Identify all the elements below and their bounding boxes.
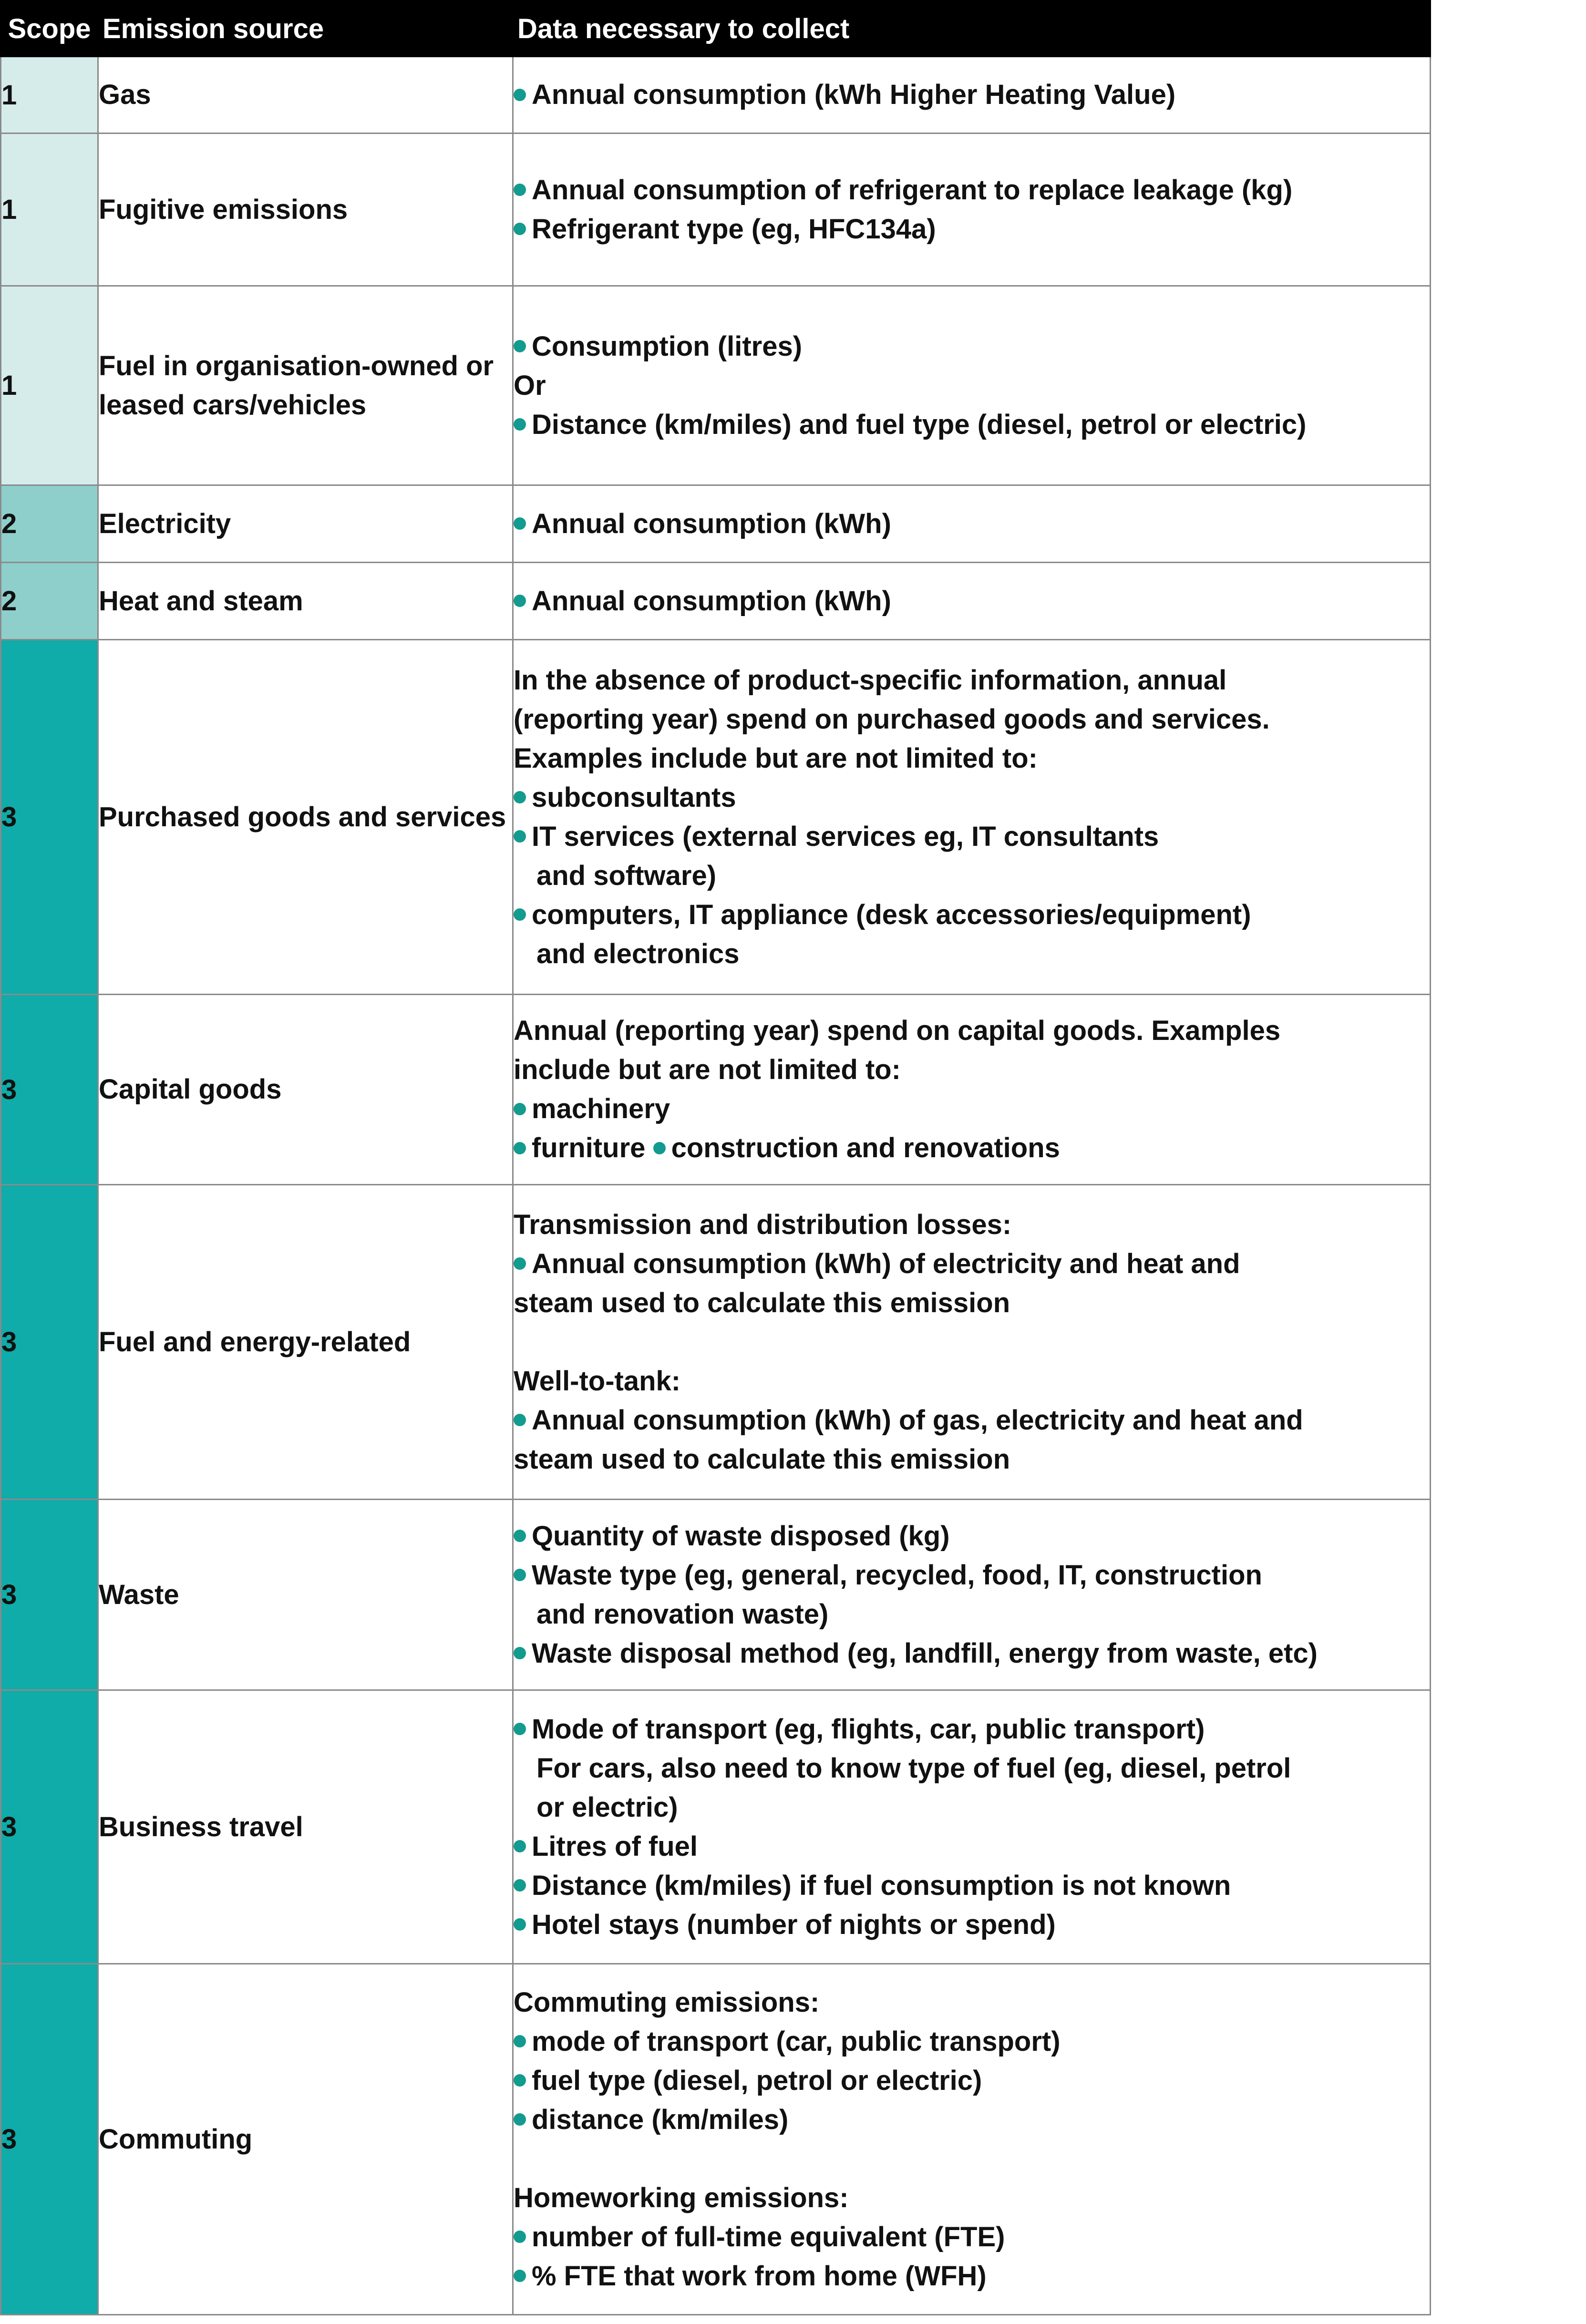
data-line: Annual consumption (kWh) bbox=[532, 508, 891, 539]
data-line: and software) bbox=[536, 860, 717, 891]
bullet-icon bbox=[514, 2035, 526, 2047]
data-line: Or bbox=[514, 370, 546, 401]
table-row bbox=[1, 563, 1431, 640]
data-line: and renovation waste) bbox=[536, 1598, 829, 1630]
data-line: IT services (external services eg, IT consultants bbox=[532, 821, 1159, 852]
bullet-icon bbox=[514, 517, 526, 530]
scope-cell: 3 bbox=[1, 1964, 98, 2315]
scope-cell: 3 bbox=[1, 1185, 98, 1500]
emission-source-cell: Fuel and energy-related bbox=[98, 1185, 513, 1500]
data-cell bbox=[513, 1185, 1431, 1500]
data-line: Refrigerant type (eg, HFC134a) bbox=[532, 213, 936, 245]
data-line: Transmission and distribution losses: bbox=[514, 1209, 1012, 1240]
table-row bbox=[1, 995, 1431, 1185]
table-row bbox=[1, 286, 1431, 485]
table-row bbox=[1, 640, 1431, 995]
table-row bbox=[1, 1500, 1431, 1690]
data-cell bbox=[513, 134, 1431, 286]
bullet-icon bbox=[514, 830, 526, 843]
bullet-icon bbox=[653, 1142, 666, 1154]
data-line: Examples include but are not limited to: bbox=[514, 742, 1038, 774]
table-row bbox=[1, 57, 1431, 134]
bullet-icon bbox=[514, 1103, 526, 1115]
bullet-icon bbox=[514, 340, 526, 352]
bullet-icon bbox=[514, 184, 526, 196]
data-line: (reporting year) spend on purchased goods and services. bbox=[514, 703, 1270, 735]
bullet-icon bbox=[514, 2270, 526, 2282]
emission-source-cell: Gas bbox=[98, 57, 513, 134]
emission-source-cell: Waste bbox=[98, 1500, 513, 1690]
source-line: Fuel in organisation-owned or bbox=[99, 350, 494, 381]
emission-source-cell: Commuting bbox=[98, 1964, 513, 2315]
data-line: Litres of fuel bbox=[532, 1830, 698, 1862]
table-row bbox=[1, 134, 1431, 286]
data-line: In the absence of product-specific information, annual bbox=[514, 664, 1227, 696]
table-row bbox=[1, 485, 1431, 563]
data-line: Waste disposal method (eg, landfill, energy from waste, etc) bbox=[532, 1637, 1318, 1669]
scope-cell: 1 bbox=[1, 286, 98, 485]
data-line: subconsultants bbox=[532, 782, 736, 813]
data-line: and electronics bbox=[536, 938, 740, 969]
data-line: Consumption (litres) bbox=[532, 330, 803, 362]
table-row bbox=[1, 1964, 1431, 2315]
data-cell bbox=[513, 57, 1431, 134]
data-line: Annual consumption (kWh) of gas, electricity and heat and bbox=[532, 1404, 1303, 1436]
bullet-icon bbox=[514, 1840, 526, 1852]
header-emission-source: Emission source bbox=[98, 1, 513, 57]
data-line: machinery bbox=[532, 1093, 670, 1124]
bullet-icon bbox=[514, 791, 526, 803]
bullet-icon bbox=[514, 223, 526, 235]
bullet-icon bbox=[514, 1530, 526, 1542]
spacer bbox=[514, 1323, 1430, 1362]
table-row bbox=[1, 1185, 1431, 1500]
data-cell bbox=[513, 1964, 1431, 2315]
header-row bbox=[1, 1, 1431, 57]
data-cell bbox=[513, 640, 1431, 995]
data-line: Hotel stays (number of nights or spend) bbox=[532, 1909, 1056, 1940]
scope-cell: 3 bbox=[1, 995, 98, 1185]
bullet-icon bbox=[514, 1257, 526, 1270]
scope-cell: 2 bbox=[1, 563, 98, 640]
data-line: Mode of transport (eg, flights, car, public transport) bbox=[532, 1713, 1205, 1745]
scope-cell: 3 bbox=[1, 640, 98, 995]
data-line: steam used to calculate this emission bbox=[514, 1443, 1010, 1475]
data-cell bbox=[513, 286, 1431, 485]
header-scope: Scope bbox=[1, 1, 98, 57]
bullet-icon bbox=[514, 1414, 526, 1426]
spacer bbox=[514, 2139, 1430, 2179]
data-line: fuel type (diesel, petrol or electric) bbox=[532, 2065, 982, 2096]
bullet-icon bbox=[514, 1647, 526, 1659]
bullet-icon bbox=[514, 2231, 526, 2243]
data-line: Distance (km/miles) if fuel consumption is not known bbox=[532, 1870, 1231, 1901]
data-line: furniture bbox=[532, 1132, 646, 1163]
bullet-icon bbox=[514, 908, 526, 921]
emission-source-cell: Fugitive emissions bbox=[98, 134, 513, 286]
scope-cell: 1 bbox=[1, 134, 98, 286]
data-line: Annual consumption (kWh) bbox=[532, 585, 891, 617]
source-line: leased cars/vehicles bbox=[99, 389, 367, 421]
table-row bbox=[1, 1690, 1431, 1964]
data-cell bbox=[513, 995, 1431, 1185]
data-line: computers, IT appliance (desk accessories/equipment) bbox=[532, 899, 1251, 930]
bullet-icon bbox=[514, 2074, 526, 2087]
data-line: Well-to-tank: bbox=[514, 1365, 681, 1397]
emission-source-cell: Electricity bbox=[98, 485, 513, 563]
data-line: % FTE that work from home (WFH) bbox=[532, 2260, 987, 2292]
scope-cell: 2 bbox=[1, 485, 98, 563]
data-line: distance (km/miles) bbox=[532, 2104, 789, 2135]
header-data-to-collect: Data necessary to collect bbox=[513, 1, 1431, 57]
emission-source-cell: Purchased goods and services bbox=[98, 640, 513, 995]
bullet-icon bbox=[514, 1918, 526, 1931]
data-cell bbox=[513, 1500, 1431, 1690]
data-line: Annual consumption of refrigerant to replace leakage (kg) bbox=[532, 174, 1293, 206]
data-line: Quantity of waste disposed (kg) bbox=[532, 1520, 950, 1552]
scope-cell: 3 bbox=[1, 1500, 98, 1690]
data-line: construction and renovations bbox=[671, 1132, 1060, 1163]
data-line: or electric) bbox=[536, 1791, 678, 1823]
emission-source-cell: Business travel bbox=[98, 1690, 513, 1964]
scope-cell: 3 bbox=[1, 1690, 98, 1964]
emission-source-cell: Capital goods bbox=[98, 995, 513, 1185]
data-line: Commuting emissions: bbox=[514, 1986, 820, 2018]
data-line: For cars, also need to know type of fuel (eg, diesel, petrol bbox=[536, 1752, 1291, 1784]
data-line: Distance (km/miles) and fuel type (diesel, petrol or electric) bbox=[532, 409, 1307, 440]
emission-source-cell: Heat and steam bbox=[98, 563, 513, 640]
data-line: include but are not limited to: bbox=[514, 1054, 901, 1085]
data-cell bbox=[513, 485, 1431, 563]
bullet-icon bbox=[514, 418, 526, 431]
bullet-icon bbox=[514, 89, 526, 101]
data-cell bbox=[513, 563, 1431, 640]
data-line: steam used to calculate this emission bbox=[514, 1287, 1010, 1318]
bullet-icon bbox=[514, 2113, 526, 2126]
bullet-icon bbox=[514, 1723, 526, 1735]
data-line: mode of transport (car, public transport) bbox=[532, 2026, 1061, 2057]
data-line: Waste type (eg, general, recycled, food, IT, construction bbox=[532, 1559, 1262, 1591]
bullet-icon bbox=[514, 1142, 526, 1154]
bullet-icon bbox=[514, 1569, 526, 1581]
data-line: number of full-time equivalent (FTE) bbox=[532, 2221, 1005, 2252]
bullet-icon bbox=[514, 595, 526, 607]
data-line: Annual consumption (kWh) of electricity and heat and bbox=[532, 1248, 1240, 1279]
emission-source-cell bbox=[98, 286, 513, 485]
data-line: Homeworking emissions: bbox=[514, 2182, 849, 2213]
data-line: Annual (reporting year) spend on capital goods. Examples bbox=[514, 1015, 1281, 1046]
data-line: Annual consumption (kWh Higher Heating Value) bbox=[532, 79, 1176, 110]
bullet-icon bbox=[514, 1879, 526, 1892]
data-cell bbox=[513, 1690, 1431, 1964]
scope-cell: 1 bbox=[1, 57, 98, 134]
